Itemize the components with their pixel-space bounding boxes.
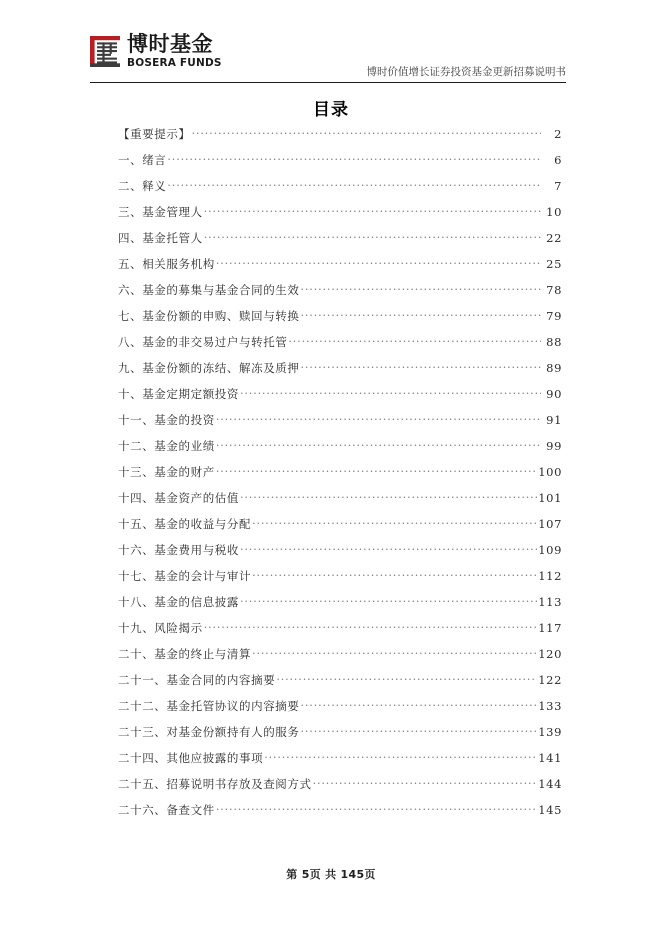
toc-leader-dots: [301, 361, 542, 373]
toc-leader-dots: [216, 465, 537, 477]
toc-entry[interactable]: [118, 542, 562, 568]
toc-leader-dots: [240, 491, 537, 503]
toc-entry[interactable]: [118, 776, 562, 802]
toc-leader-dots: [216, 257, 541, 269]
toc-entry[interactable]: [118, 152, 562, 178]
page-footer: 第 5页 共 145页: [286, 868, 376, 881]
toc-entry-page: 6: [554, 153, 562, 167]
toc-entry-page: 91: [546, 413, 562, 427]
page-header: [90, 34, 566, 82]
toc-entry-label: 十九、风险揭示: [118, 621, 203, 635]
toc-entry[interactable]: [118, 282, 562, 308]
toc-entry[interactable]: [118, 256, 562, 282]
toc-entry[interactable]: [118, 464, 562, 490]
toc-entry-page: 7: [554, 179, 562, 193]
toc-entry-page: 99: [546, 439, 562, 453]
toc-entry[interactable]: [118, 594, 562, 620]
toc-leader-dots: [167, 153, 541, 165]
toc-entry-label: 十七、基金的会计与审计: [118, 569, 252, 583]
table-of-contents: [118, 126, 562, 828]
toc-entry[interactable]: [118, 672, 562, 698]
toc-entry-page: 109: [538, 543, 562, 557]
toc-entry-page: 145: [538, 803, 562, 817]
bosera-seal-emblem-icon: [90, 36, 120, 67]
toc-entry[interactable]: [118, 178, 562, 204]
toc-entry-label: 十八、基金的信息披露: [118, 595, 239, 609]
toc-entry-page: 10: [546, 205, 562, 219]
toc-leader-dots: [252, 647, 537, 659]
toc-entry-page: 133: [538, 699, 562, 713]
toc-entry-label: 十一、基金的投资: [118, 413, 215, 427]
toc-entry-label: 【重要提示】: [118, 127, 191, 141]
toc-entry-label: 一、绪言: [118, 153, 167, 167]
toc-entry-page: 22: [546, 231, 562, 245]
toc-entry-label: 十五、基金的收益与分配: [118, 517, 252, 531]
toc-leader-dots: [192, 127, 541, 139]
toc-entry[interactable]: [118, 620, 562, 646]
toc-entry[interactable]: [118, 230, 562, 256]
bosera-logo-wordmark: [127, 34, 222, 69]
toc-entry-label: 三、基金管理人: [118, 205, 203, 219]
toc-entry-page: 90: [546, 387, 562, 401]
toc-entry-label: 二十一、基金合同的内容摘要: [118, 673, 276, 687]
toc-entry-page: 2: [554, 127, 562, 141]
toc-entry[interactable]: [118, 802, 562, 828]
toc-leader-dots: [276, 673, 537, 685]
toc-entry-label: 十、基金定期定额投资: [118, 387, 239, 401]
logo-english-name: BOSERA FUNDS: [127, 57, 222, 69]
toc-entry-page: 112: [538, 569, 562, 583]
toc-entry-label: 二、释义: [118, 179, 167, 193]
header-divider: [90, 82, 566, 83]
toc-entry-label: 二十、基金的终止与清算: [118, 647, 252, 661]
toc-entry[interactable]: [118, 360, 562, 386]
toc-entry-label: 二十六、备查文件: [118, 803, 215, 817]
toc-leader-dots: [167, 179, 541, 191]
toc-entry-page: 79: [546, 309, 562, 323]
toc-entry-page: 144: [538, 777, 562, 791]
running-head: 博时价值增长证券投资基金更新招募说明书: [366, 66, 566, 78]
toc-entry-page: 141: [538, 751, 562, 765]
toc-entry-page: 89: [546, 361, 562, 375]
toc-leader-dots: [216, 439, 541, 451]
toc-leader-dots: [288, 335, 541, 347]
toc-entry[interactable]: [118, 646, 562, 672]
toc-entry-label: 二十三、对基金份额持有人的服务: [118, 725, 300, 739]
toc-leader-dots: [264, 751, 537, 763]
toc-entry-label: 八、基金的非交易过户与转托管: [118, 335, 288, 349]
toc-entry[interactable]: [118, 386, 562, 412]
toc-entry-page: 100: [538, 465, 562, 479]
toc-entry-page: 25: [546, 257, 562, 271]
toc-entry[interactable]: [118, 750, 562, 776]
toc-leader-dots: [301, 309, 542, 321]
toc-leader-dots: [301, 699, 538, 711]
toc-leader-dots: [204, 205, 541, 217]
toc-entry-page: 113: [538, 595, 562, 609]
toc-entry-label: 十四、基金资产的估值: [118, 491, 239, 505]
toc-entry[interactable]: [118, 568, 562, 594]
toc-entry-page: 107: [538, 517, 562, 531]
toc-leader-dots: [252, 569, 537, 581]
toc-entry-label: 十六、基金费用与税收: [118, 543, 239, 557]
toc-entry-label: 七、基金份额的申购、赎回与转换: [118, 309, 300, 323]
toc-leader-dots: [313, 777, 538, 789]
toc-leader-dots: [301, 725, 538, 737]
toc-entry-page: 88: [546, 335, 562, 349]
toc-entry-page: 120: [538, 647, 562, 661]
toc-leader-dots: [240, 543, 537, 555]
toc-entry[interactable]: [118, 126, 562, 152]
toc-entry-label: 二十五、招募说明书存放及查阅方式: [118, 777, 312, 791]
toc-leader-dots: [216, 803, 537, 815]
toc-entry-label: 十二、基金的业绩: [118, 439, 215, 453]
toc-entry[interactable]: [118, 490, 562, 516]
logo-chinese-name: 博时基金: [127, 32, 213, 56]
toc-entry-page: 78: [546, 283, 562, 297]
toc-entry-label: 二十四、其他应披露的事项: [118, 751, 264, 765]
toc-leader-dots: [252, 517, 537, 529]
page-title: 目录: [313, 100, 349, 120]
toc-entry-label: 六、基金的募集与基金合同的生效: [118, 283, 300, 297]
toc-leader-dots: [216, 413, 541, 425]
toc-entry-page: 122: [538, 673, 562, 687]
toc-entry[interactable]: [118, 204, 562, 230]
toc-entry[interactable]: [118, 698, 562, 724]
toc-entry-label: 四、基金托管人: [118, 231, 203, 245]
toc-entry[interactable]: [118, 308, 562, 334]
toc-entry-page: 101: [538, 491, 562, 505]
toc-entry-page: 139: [538, 725, 562, 739]
toc-entry-label: 十三、基金的财产: [118, 465, 215, 479]
bosera-logo: [90, 34, 222, 69]
toc-entry-page: 117: [538, 621, 562, 635]
toc-entry-label: 二十二、基金托管协议的内容摘要: [118, 699, 300, 713]
toc-leader-dots: [301, 283, 542, 295]
toc-entry[interactable]: [118, 724, 562, 750]
toc-leader-dots: [204, 621, 538, 633]
toc-leader-dots: [240, 595, 537, 607]
toc-entry[interactable]: [118, 438, 562, 464]
toc-entry[interactable]: [118, 516, 562, 542]
toc-entry[interactable]: [118, 334, 562, 360]
toc-leader-dots: [240, 387, 541, 399]
toc-entry-label: 五、相关服务机构: [118, 257, 215, 271]
toc-leader-dots: [204, 231, 541, 243]
toc-entry-label: 九、基金份额的冻结、解冻及质押: [118, 361, 300, 375]
toc-entry[interactable]: [118, 412, 562, 438]
